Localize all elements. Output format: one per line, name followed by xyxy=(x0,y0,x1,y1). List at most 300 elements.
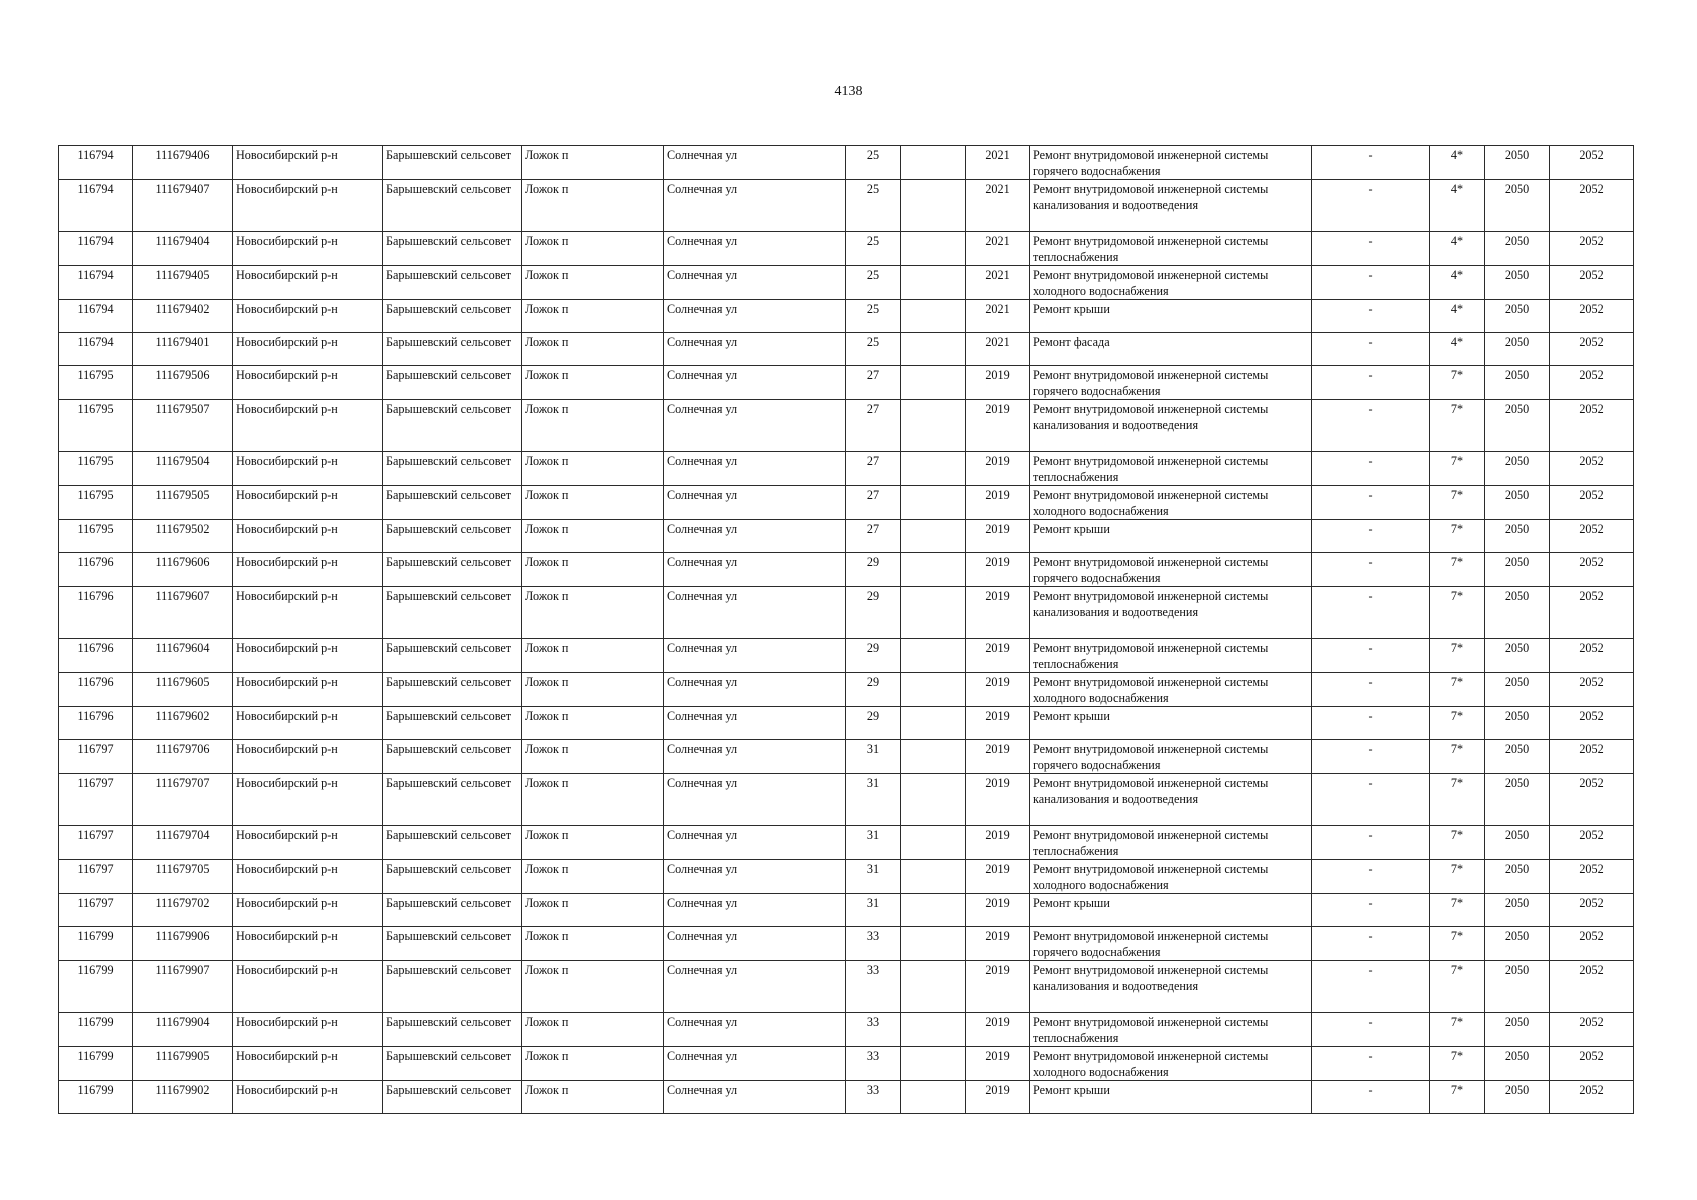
cell-letter xyxy=(901,520,966,553)
cell-letter xyxy=(901,300,966,333)
cell-house: 29 xyxy=(846,673,901,707)
cell-dash: - xyxy=(1312,1081,1430,1114)
cell-work-type: Ремонт внутридомовой инженерной системы теплоснабжения xyxy=(1030,1013,1312,1047)
cell-object-id: 116794 xyxy=(59,180,133,232)
cell-dash: - xyxy=(1312,553,1430,587)
cell-end-year: 2052 xyxy=(1550,774,1634,826)
cell-end-year: 2052 xyxy=(1550,266,1634,300)
cell-object-id: 116799 xyxy=(59,961,133,1013)
cell-work-type: Ремонт крыши xyxy=(1030,300,1312,333)
cell-start-year: 2050 xyxy=(1485,333,1550,366)
cell-street: Солнечная ул xyxy=(664,740,846,774)
cell-work-type: Ремонт внутридомовой инженерной системы канализования и водоотведения xyxy=(1030,400,1312,452)
cell-mark: 7* xyxy=(1430,826,1485,860)
cell-dash: - xyxy=(1312,520,1430,553)
table-row xyxy=(59,146,1634,180)
cell-start-year: 2050 xyxy=(1485,366,1550,400)
cell-district: Новосибирский р-н xyxy=(233,180,383,232)
cell-settlement: Ложок п xyxy=(522,366,664,400)
cell-mark: 4* xyxy=(1430,146,1485,180)
table-row xyxy=(59,894,1634,927)
cell-council: Барышевский сельсовет xyxy=(383,740,522,774)
cell-mark: 7* xyxy=(1430,1047,1485,1081)
cell-start-year: 2050 xyxy=(1485,894,1550,927)
cell-house: 27 xyxy=(846,452,901,486)
cell-mark: 7* xyxy=(1430,639,1485,673)
cell-district: Новосибирский р-н xyxy=(233,826,383,860)
cell-work-type: Ремонт внутридомовой инженерной системы канализования и водоотведения xyxy=(1030,587,1312,639)
cell-district: Новосибирский р-н xyxy=(233,333,383,366)
cell-council: Барышевский сельсовет xyxy=(383,961,522,1013)
cell-letter xyxy=(901,180,966,232)
table-row xyxy=(59,774,1634,826)
cell-work-code: 111679605 xyxy=(133,673,233,707)
cell-start-year: 2050 xyxy=(1485,860,1550,894)
cell-mark: 7* xyxy=(1430,520,1485,553)
cell-work-type: Ремонт внутридомовой инженерной системы горячего водоснабжения xyxy=(1030,146,1312,180)
cell-year: 2019 xyxy=(966,826,1030,860)
cell-end-year: 2052 xyxy=(1550,400,1634,452)
table-row xyxy=(59,180,1634,232)
cell-council: Барышевский сельсовет xyxy=(383,639,522,673)
cell-letter xyxy=(901,961,966,1013)
cell-year: 2019 xyxy=(966,587,1030,639)
cell-work-type: Ремонт внутридомовой инженерной системы холодного водоснабжения xyxy=(1030,673,1312,707)
cell-year: 2019 xyxy=(966,452,1030,486)
cell-house: 27 xyxy=(846,366,901,400)
cell-street: Солнечная ул xyxy=(664,180,846,232)
cell-dash: - xyxy=(1312,639,1430,673)
cell-year: 2019 xyxy=(966,894,1030,927)
cell-district: Новосибирский р-н xyxy=(233,366,383,400)
cell-end-year: 2052 xyxy=(1550,366,1634,400)
cell-street: Солнечная ул xyxy=(664,639,846,673)
cell-work-code: 111679907 xyxy=(133,961,233,1013)
cell-mark: 7* xyxy=(1430,452,1485,486)
cell-end-year: 2052 xyxy=(1550,333,1634,366)
table-row xyxy=(59,232,1634,266)
cell-house: 33 xyxy=(846,1013,901,1047)
cell-district: Новосибирский р-н xyxy=(233,587,383,639)
cell-settlement: Ложок п xyxy=(522,333,664,366)
cell-letter xyxy=(901,673,966,707)
cell-settlement: Ложок п xyxy=(522,553,664,587)
cell-work-code: 111679402 xyxy=(133,300,233,333)
cell-mark: 7* xyxy=(1430,961,1485,1013)
cell-dash: - xyxy=(1312,740,1430,774)
cell-work-type: Ремонт внутридомовой инженерной системы теплоснабжения xyxy=(1030,232,1312,266)
table-row xyxy=(59,587,1634,639)
table-row xyxy=(59,1081,1634,1114)
cell-object-id: 116795 xyxy=(59,520,133,553)
cell-house: 31 xyxy=(846,774,901,826)
cell-letter xyxy=(901,333,966,366)
cell-work-code: 111679406 xyxy=(133,146,233,180)
cell-settlement: Ложок п xyxy=(522,961,664,1013)
cell-settlement: Ложок п xyxy=(522,486,664,520)
cell-object-id: 116799 xyxy=(59,1081,133,1114)
cell-work-type: Ремонт внутридомовой инженерной системы канализования и водоотведения xyxy=(1030,774,1312,826)
cell-start-year: 2050 xyxy=(1485,146,1550,180)
cell-work-type: Ремонт крыши xyxy=(1030,520,1312,553)
cell-work-code: 111679507 xyxy=(133,400,233,452)
cell-dash: - xyxy=(1312,774,1430,826)
cell-district: Новосибирский р-н xyxy=(233,639,383,673)
cell-end-year: 2052 xyxy=(1550,740,1634,774)
table-row xyxy=(59,553,1634,587)
cell-work-code: 111679705 xyxy=(133,860,233,894)
cell-district: Новосибирский р-н xyxy=(233,1081,383,1114)
cell-settlement: Ложок п xyxy=(522,860,664,894)
cell-work-type: Ремонт внутридомовой инженерной системы горячего водоснабжения xyxy=(1030,553,1312,587)
cell-letter xyxy=(901,146,966,180)
cell-mark: 7* xyxy=(1430,1013,1485,1047)
table-row xyxy=(59,1047,1634,1081)
cell-end-year: 2052 xyxy=(1550,961,1634,1013)
cell-house: 33 xyxy=(846,1081,901,1114)
cell-letter xyxy=(901,894,966,927)
cell-settlement: Ложок п xyxy=(522,639,664,673)
cell-start-year: 2050 xyxy=(1485,707,1550,740)
table-row xyxy=(59,486,1634,520)
cell-mark: 7* xyxy=(1430,400,1485,452)
table-row xyxy=(59,826,1634,860)
cell-street: Солнечная ул xyxy=(664,486,846,520)
cell-district: Новосибирский р-н xyxy=(233,860,383,894)
cell-year: 2019 xyxy=(966,1047,1030,1081)
cell-start-year: 2050 xyxy=(1485,826,1550,860)
cell-house: 33 xyxy=(846,1047,901,1081)
table-row xyxy=(59,673,1634,707)
cell-street: Солнечная ул xyxy=(664,452,846,486)
cell-letter xyxy=(901,707,966,740)
cell-end-year: 2052 xyxy=(1550,452,1634,486)
cell-start-year: 2050 xyxy=(1485,553,1550,587)
cell-work-type: Ремонт внутридомовой инженерной системы теплоснабжения xyxy=(1030,452,1312,486)
cell-district: Новосибирский р-н xyxy=(233,1013,383,1047)
cell-object-id: 116796 xyxy=(59,673,133,707)
cell-settlement: Ложок п xyxy=(522,740,664,774)
cell-object-id: 116797 xyxy=(59,826,133,860)
cell-settlement: Ложок п xyxy=(522,894,664,927)
cell-end-year: 2052 xyxy=(1550,639,1634,673)
cell-end-year: 2052 xyxy=(1550,1081,1634,1114)
cell-work-type: Ремонт внутридомовой инженерной системы теплоснабжения xyxy=(1030,826,1312,860)
cell-street: Солнечная ул xyxy=(664,826,846,860)
cell-street: Солнечная ул xyxy=(664,400,846,452)
cell-house: 31 xyxy=(846,826,901,860)
cell-council: Барышевский сельсовет xyxy=(383,333,522,366)
cell-street: Солнечная ул xyxy=(664,961,846,1013)
cell-house: 25 xyxy=(846,146,901,180)
cell-council: Барышевский сельсовет xyxy=(383,673,522,707)
cell-dash: - xyxy=(1312,400,1430,452)
cell-settlement: Ложок п xyxy=(522,520,664,553)
cell-dash: - xyxy=(1312,860,1430,894)
cell-district: Новосибирский р-н xyxy=(233,146,383,180)
cell-dash: - xyxy=(1312,452,1430,486)
cell-start-year: 2050 xyxy=(1485,486,1550,520)
cell-street: Солнечная ул xyxy=(664,1081,846,1114)
cell-work-code: 111679404 xyxy=(133,232,233,266)
cell-start-year: 2050 xyxy=(1485,740,1550,774)
cell-object-id: 116794 xyxy=(59,333,133,366)
cell-district: Новосибирский р-н xyxy=(233,894,383,927)
cell-settlement: Ложок п xyxy=(522,146,664,180)
cell-object-id: 116794 xyxy=(59,300,133,333)
cell-street: Солнечная ул xyxy=(664,232,846,266)
cell-end-year: 2052 xyxy=(1550,1047,1634,1081)
cell-mark: 7* xyxy=(1430,927,1485,961)
cell-street: Солнечная ул xyxy=(664,707,846,740)
cell-district: Новосибирский р-н xyxy=(233,232,383,266)
cell-dash: - xyxy=(1312,300,1430,333)
cell-end-year: 2052 xyxy=(1550,486,1634,520)
cell-work-type: Ремонт внутридомовой инженерной системы горячего водоснабжения xyxy=(1030,927,1312,961)
cell-end-year: 2052 xyxy=(1550,300,1634,333)
cell-mark: 7* xyxy=(1430,486,1485,520)
cell-settlement: Ложок п xyxy=(522,826,664,860)
cell-dash: - xyxy=(1312,180,1430,232)
cell-house: 27 xyxy=(846,520,901,553)
cell-mark: 7* xyxy=(1430,774,1485,826)
cell-house: 33 xyxy=(846,927,901,961)
cell-settlement: Ложок п xyxy=(522,707,664,740)
cell-street: Солнечная ул xyxy=(664,673,846,707)
cell-object-id: 116794 xyxy=(59,146,133,180)
cell-object-id: 116795 xyxy=(59,400,133,452)
cell-letter xyxy=(901,366,966,400)
cell-mark: 4* xyxy=(1430,232,1485,266)
cell-council: Барышевский сельсовет xyxy=(383,587,522,639)
cell-letter xyxy=(901,1047,966,1081)
cell-work-type: Ремонт крыши xyxy=(1030,1081,1312,1114)
cell-year: 2021 xyxy=(966,180,1030,232)
cell-council: Барышевский сельсовет xyxy=(383,707,522,740)
cell-settlement: Ложок п xyxy=(522,1081,664,1114)
cell-work-type: Ремонт внутридомовой инженерной системы теплоснабжения xyxy=(1030,639,1312,673)
cell-work-code: 111679704 xyxy=(133,826,233,860)
table-row xyxy=(59,740,1634,774)
cell-street: Солнечная ул xyxy=(664,333,846,366)
cell-house: 25 xyxy=(846,300,901,333)
cell-council: Барышевский сельсовет xyxy=(383,774,522,826)
cell-district: Новосибирский р-н xyxy=(233,673,383,707)
cell-council: Барышевский сельсовет xyxy=(383,366,522,400)
cell-letter xyxy=(901,1013,966,1047)
cell-work-type: Ремонт внутридомовой инженерной системы горячего водоснабжения xyxy=(1030,740,1312,774)
cell-work-code: 111679606 xyxy=(133,553,233,587)
cell-year: 2019 xyxy=(966,774,1030,826)
cell-council: Барышевский сельсовет xyxy=(383,826,522,860)
cell-object-id: 116797 xyxy=(59,860,133,894)
cell-mark: 7* xyxy=(1430,860,1485,894)
cell-start-year: 2050 xyxy=(1485,1081,1550,1114)
cell-object-id: 116797 xyxy=(59,894,133,927)
cell-letter xyxy=(901,1081,966,1114)
cell-object-id: 116795 xyxy=(59,486,133,520)
cell-year: 2019 xyxy=(966,520,1030,553)
cell-mark: 4* xyxy=(1430,333,1485,366)
cell-start-year: 2050 xyxy=(1485,452,1550,486)
cell-letter xyxy=(901,826,966,860)
cell-start-year: 2050 xyxy=(1485,927,1550,961)
cell-work-code: 111679504 xyxy=(133,452,233,486)
cell-start-year: 2050 xyxy=(1485,1047,1550,1081)
cell-street: Солнечная ул xyxy=(664,553,846,587)
cell-year: 2019 xyxy=(966,366,1030,400)
cell-settlement: Ложок п xyxy=(522,1013,664,1047)
cell-work-type: Ремонт внутридомовой инженерной системы холодного водоснабжения xyxy=(1030,266,1312,300)
cell-start-year: 2050 xyxy=(1485,587,1550,639)
cell-year: 2019 xyxy=(966,673,1030,707)
cell-start-year: 2050 xyxy=(1485,232,1550,266)
cell-object-id: 116797 xyxy=(59,740,133,774)
cell-letter xyxy=(901,266,966,300)
table-row xyxy=(59,961,1634,1013)
cell-district: Новосибирский р-н xyxy=(233,961,383,1013)
cell-work-type: Ремонт крыши xyxy=(1030,894,1312,927)
table-row xyxy=(59,266,1634,300)
cell-start-year: 2050 xyxy=(1485,300,1550,333)
cell-year: 2021 xyxy=(966,232,1030,266)
cell-district: Новосибирский р-н xyxy=(233,452,383,486)
cell-district: Новосибирский р-н xyxy=(233,774,383,826)
cell-street: Солнечная ул xyxy=(664,520,846,553)
cell-dash: - xyxy=(1312,961,1430,1013)
cell-object-id: 116799 xyxy=(59,927,133,961)
cell-council: Барышевский сельсовет xyxy=(383,553,522,587)
cell-council: Барышевский сельсовет xyxy=(383,266,522,300)
table-body xyxy=(59,146,1634,1114)
cell-end-year: 2052 xyxy=(1550,146,1634,180)
cell-district: Новосибирский р-н xyxy=(233,553,383,587)
table-row xyxy=(59,520,1634,553)
repair-schedule-table xyxy=(58,145,1634,1114)
cell-house: 27 xyxy=(846,400,901,452)
table-row xyxy=(59,1013,1634,1047)
cell-settlement: Ложок п xyxy=(522,673,664,707)
cell-year: 2019 xyxy=(966,860,1030,894)
cell-council: Барышевский сельсовет xyxy=(383,860,522,894)
cell-start-year: 2050 xyxy=(1485,639,1550,673)
cell-end-year: 2052 xyxy=(1550,1013,1634,1047)
cell-letter xyxy=(901,774,966,826)
cell-house: 29 xyxy=(846,553,901,587)
cell-start-year: 2050 xyxy=(1485,400,1550,452)
cell-work-code: 111679906 xyxy=(133,927,233,961)
cell-mark: 4* xyxy=(1430,180,1485,232)
cell-object-id: 116794 xyxy=(59,266,133,300)
cell-street: Солнечная ул xyxy=(664,860,846,894)
cell-house: 31 xyxy=(846,894,901,927)
cell-house: 33 xyxy=(846,961,901,1013)
cell-work-code: 111679607 xyxy=(133,587,233,639)
cell-dash: - xyxy=(1312,826,1430,860)
table-row xyxy=(59,639,1634,673)
cell-work-code: 111679604 xyxy=(133,639,233,673)
cell-council: Барышевский сельсовет xyxy=(383,452,522,486)
cell-mark: 7* xyxy=(1430,1081,1485,1114)
cell-mark: 7* xyxy=(1430,740,1485,774)
cell-council: Барышевский сельсовет xyxy=(383,520,522,553)
cell-mark: 7* xyxy=(1430,587,1485,639)
cell-letter xyxy=(901,553,966,587)
cell-dash: - xyxy=(1312,707,1430,740)
cell-dash: - xyxy=(1312,486,1430,520)
cell-street: Солнечная ул xyxy=(664,1047,846,1081)
cell-work-type: Ремонт внутридомовой инженерной системы канализования и водоотведения xyxy=(1030,961,1312,1013)
cell-house: 25 xyxy=(846,232,901,266)
cell-council: Барышевский сельсовет xyxy=(383,400,522,452)
cell-work-code: 111679401 xyxy=(133,333,233,366)
cell-start-year: 2050 xyxy=(1485,961,1550,1013)
cell-dash: - xyxy=(1312,587,1430,639)
cell-district: Новосибирский р-н xyxy=(233,707,383,740)
cell-year: 2019 xyxy=(966,740,1030,774)
cell-district: Новосибирский р-н xyxy=(233,486,383,520)
cell-street: Солнечная ул xyxy=(664,300,846,333)
cell-dash: - xyxy=(1312,333,1430,366)
cell-district: Новосибирский р-н xyxy=(233,520,383,553)
cell-object-id: 116799 xyxy=(59,1047,133,1081)
cell-house: 27 xyxy=(846,486,901,520)
cell-council: Барышевский сельсовет xyxy=(383,1047,522,1081)
cell-dash: - xyxy=(1312,266,1430,300)
cell-object-id: 116795 xyxy=(59,366,133,400)
cell-dash: - xyxy=(1312,1013,1430,1047)
cell-dash: - xyxy=(1312,1047,1430,1081)
cell-end-year: 2052 xyxy=(1550,707,1634,740)
cell-dash: - xyxy=(1312,366,1430,400)
cell-letter xyxy=(901,639,966,673)
cell-dash: - xyxy=(1312,146,1430,180)
cell-work-code: 111679905 xyxy=(133,1047,233,1081)
cell-year: 2019 xyxy=(966,707,1030,740)
cell-settlement: Ложок п xyxy=(522,400,664,452)
cell-year: 2019 xyxy=(966,639,1030,673)
cell-street: Солнечная ул xyxy=(664,774,846,826)
cell-dash: - xyxy=(1312,673,1430,707)
table-row xyxy=(59,333,1634,366)
cell-council: Барышевский сельсовет xyxy=(383,894,522,927)
cell-end-year: 2052 xyxy=(1550,826,1634,860)
cell-work-type: Ремонт внутридомовой инженерной системы канализования и водоотведения xyxy=(1030,180,1312,232)
cell-house: 25 xyxy=(846,266,901,300)
cell-house: 29 xyxy=(846,587,901,639)
cell-settlement: Ложок п xyxy=(522,180,664,232)
cell-year: 2021 xyxy=(966,146,1030,180)
cell-street: Солнечная ул xyxy=(664,366,846,400)
cell-street: Солнечная ул xyxy=(664,266,846,300)
cell-street: Солнечная ул xyxy=(664,1013,846,1047)
cell-work-code: 111679502 xyxy=(133,520,233,553)
cell-work-code: 111679706 xyxy=(133,740,233,774)
cell-dash: - xyxy=(1312,894,1430,927)
cell-mark: 7* xyxy=(1430,553,1485,587)
cell-council: Барышевский сельсовет xyxy=(383,180,522,232)
cell-start-year: 2050 xyxy=(1485,1013,1550,1047)
cell-work-type: Ремонт внутридомовой инженерной системы холодного водоснабжения xyxy=(1030,486,1312,520)
cell-settlement: Ложок п xyxy=(522,232,664,266)
cell-house: 29 xyxy=(846,707,901,740)
cell-end-year: 2052 xyxy=(1550,553,1634,587)
cell-settlement: Ложок п xyxy=(522,927,664,961)
cell-work-code: 111679707 xyxy=(133,774,233,826)
cell-letter xyxy=(901,927,966,961)
cell-year: 2019 xyxy=(966,1081,1030,1114)
cell-year: 2019 xyxy=(966,553,1030,587)
